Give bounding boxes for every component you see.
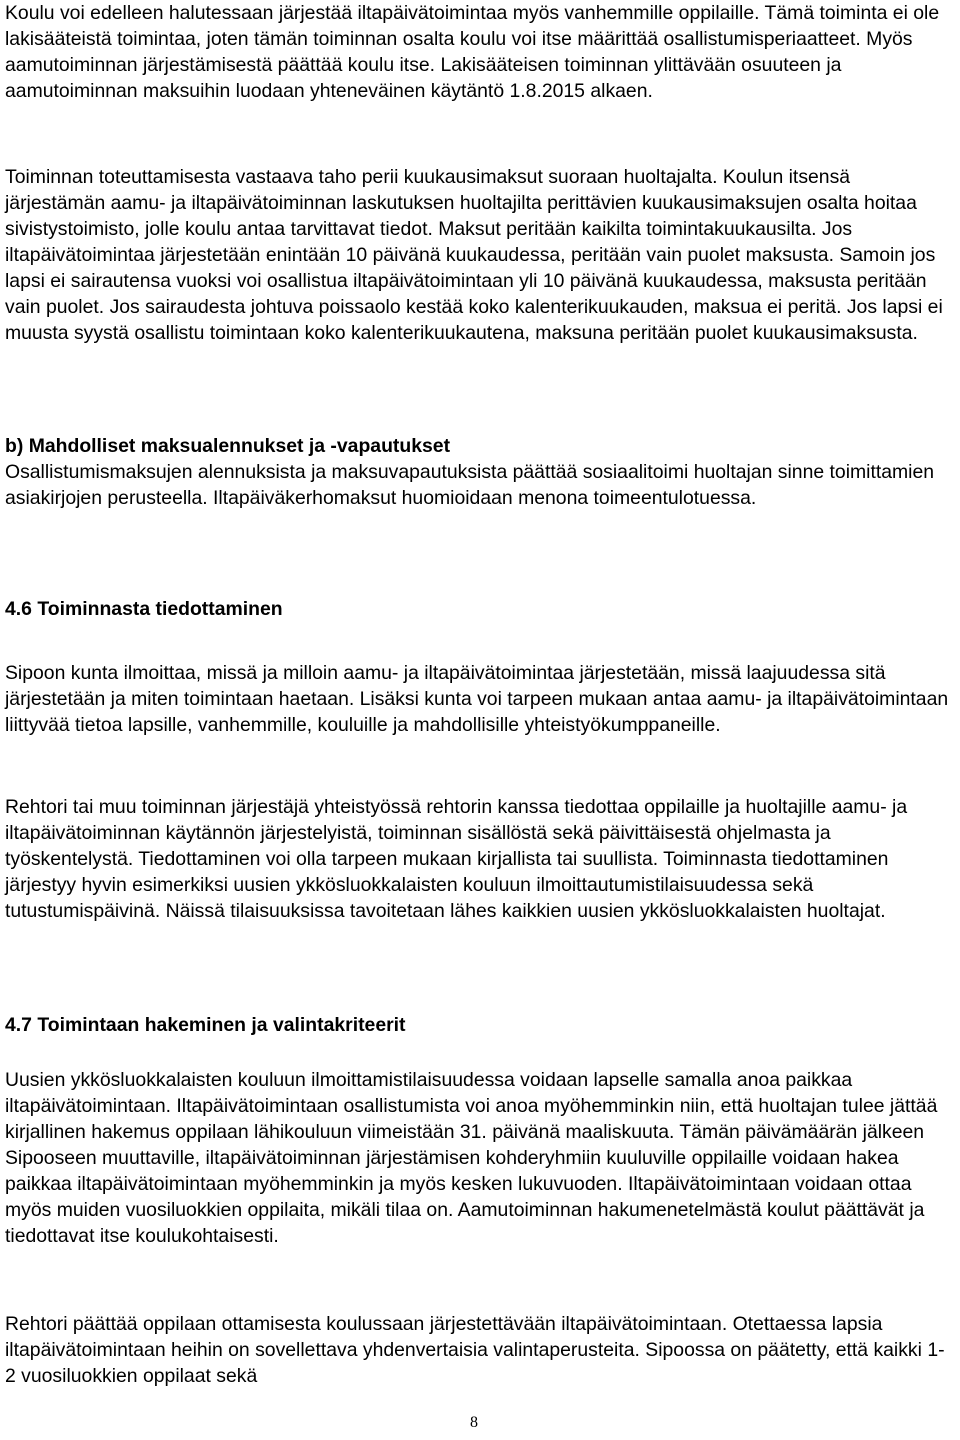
page-number: 8 xyxy=(470,1414,478,1431)
paragraph-text: Sipoon kunta ilmoittaa, missä ja milloin aamu- ja iltapäivätoimintaa järjestetään, missä laajuudessa sitä järjestetään ja miten toimintaan haetaan. Lisäksi kunta voi tarpeen mukaan antaa aamu- ja iltapäivätoimintaan liittyvää tietoa lapsille, vanhemmille, kouluille ja mahdollisille yhteistyökumppaneille. xyxy=(5,662,949,736)
section-discounts xyxy=(5,433,955,511)
paragraph-text: Toiminnan toteuttamisesta vastaava taho perii kuukausimaksut suoraan huoltajalta. Koulun itsensä järjestämän aamu- ja iltapäivätoiminnan laskutuksen huoltajilta perittävien kuukausimaksujen osalta hoitaa sivistystoimisto, jolle koulu antaa tarvittavat tiedot. Maksut peritään kaikilta toimintakuukausilta. Jos iltapäivätoimintaa järjestetään enintään 10 päivänä kuukaudessa, peritään vain puolet maksusta. Samoin jos lapsi ei sairautensa vuoksi voi osallistua iltapäivätoimintaan yli 10 päivänä kuukaudessa, maksusta peritään vain puolet. Jos sairaudesta johtuva poissaolo kestää koko kalenterikuukauden, maksua ei peritä. Jos lapsi ei muusta syystä osallistu toimintaan koko kalenterikuukautena, maksuna peritään puolet kuukausimaksusta. xyxy=(5,166,943,344)
paragraph-selection xyxy=(5,1311,955,1389)
heading-section-4-6 xyxy=(5,596,955,622)
paragraph-text: Uusien ykkösluokkalaisten kouluun ilmoittamistilaisuudessa voidaan lapselle samalla anoa paikkaa iltapäivätoimintaan. Iltapäivätoimintaan osallistumista voi anoa myöhemminkin niin, että huoltajan tulee jättää kirjallinen hakemus oppilaan lähikouluun viimeistään 31. päivänä maaliskuuta. Tämän päivämäärän jälkeen Sipooseen muuttaville, iltapäivätoiminnan järjestämisen kohderyhmiin kuuluville oppilaille voidaan hakea paikkaa iltapäivätoimintaan myöhemminkin ja myös kesken lukuvuoden. Iltapäivätoimintaan voidaan ottaa myös muiden vuosiluokkien oppilaita, mikäli tilaa on. Aamutoiminnan hakumenetelmästä koulut päättävät ja tiedottavat itse koulukohtaisesti. xyxy=(5,1069,938,1247)
paragraph-billing xyxy=(5,164,955,346)
heading-discounts: b) Mahdolliset maksualennukset ja -vapautukset xyxy=(5,435,451,457)
paragraph-application xyxy=(5,1067,955,1249)
section-title: 4.7 Toimintaan hakeminen ja valintakriteerit xyxy=(5,1014,406,1036)
paragraph-text: Osallistumismaksujen alennuksista ja maksuvapautuksista päättää sosiaalitoimi huoltajan sinne toimittamien asiakirjojen perusteella. Iltapäiväkerhomaksut huomioidaan menona toimeentulotuessa. xyxy=(5,461,935,509)
paragraph-text: Koulu voi edelleen halutessaan järjestää iltapäivätoimintaa myös vanhemmille oppilaille. Tämä toiminta ei ole lakisääteistä toimintaa, joten tämän toiminnan osalta koulu voi itse määrittää osallistumisperiaatteet. Myös aamutoiminnan järjestämisestä päättää koulu itse. Lakisääteisen toiminnan ylittävään osuuteen ja aamutoiminnan maksuihin luodaan yhteneväinen käytäntö 1.8.2015 alkaen. xyxy=(5,2,940,102)
paragraph-principal-info xyxy=(5,794,955,924)
paragraph-announcement xyxy=(5,660,955,738)
paragraph-text: Rehtori tai muu toiminnan järjestäjä yhteistyössä rehtorin kanssa tiedottaa oppilaille ja huoltajille aamu- ja iltapäivätoiminnan käytännön järjestelyistä, toiminnan sisällöstä sekä päivittäisestä ohjelmasta ja työskentelystä. Tiedottaminen voi olla tarpeen mukaan kirjallista tai suullista. Toiminnasta tiedottaminen järjestyy hyvin esimerkiksi uusien ykkösluokkalaisten kouluun ilmoittautumistilaisuudessa sekä tutustumispäivinä. Näissä tilaisuuksissa tavoitetaan lähes kaikkien uusien ykkösluokkalaisten huoltajat. xyxy=(5,796,908,922)
heading-section-4-7 xyxy=(5,1012,955,1038)
paragraph-text: Rehtori päättää oppilaan ottamisesta koulussaan järjestettävään iltapäivätoimintaan. Otettaessa lapsia iltapäivätoimintaan heihin on sovellettava yhdenvertaisia valintaperusteita. Sipoossa on päätetty, että kaikki 1-2 vuosiluokkien oppilaat sekä xyxy=(5,1313,945,1387)
paragraph-intro xyxy=(5,0,955,104)
section-title: 4.6 Toiminnasta tiedottaminen xyxy=(5,598,283,620)
